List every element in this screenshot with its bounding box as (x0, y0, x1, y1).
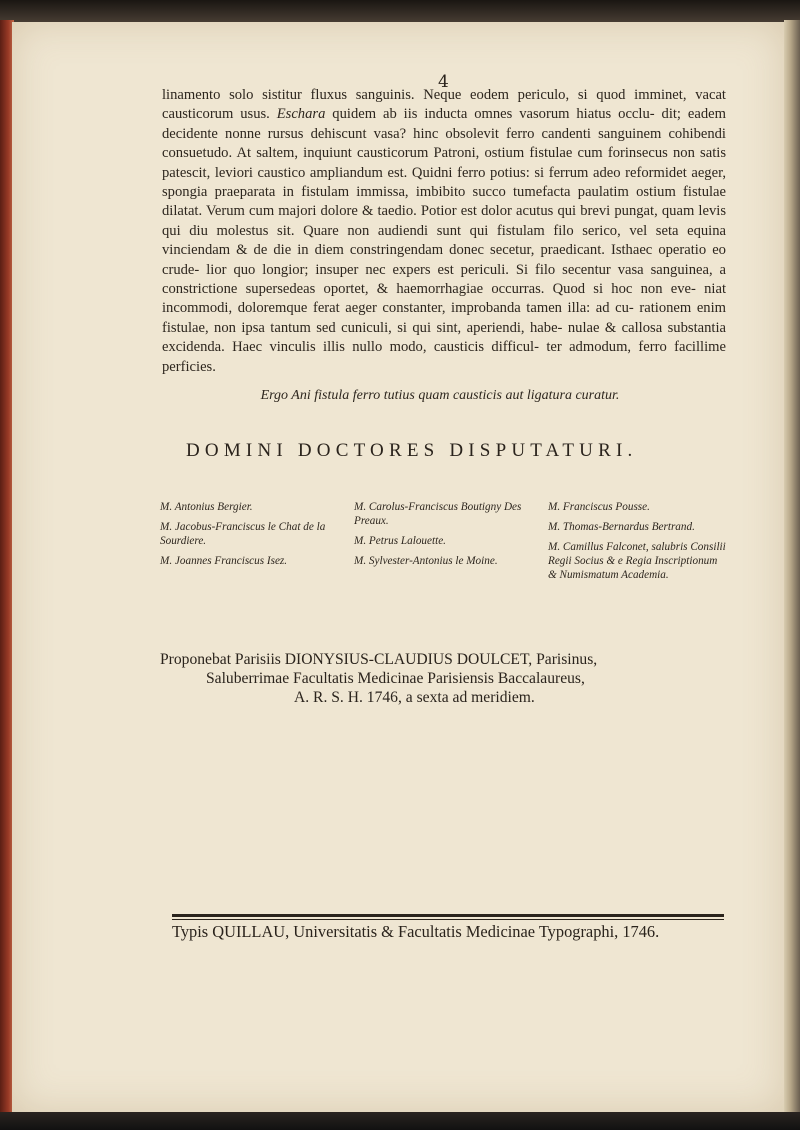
proponebat-line-1: Proponebat Parisiis DIONYSIUS-CLAUDIUS DOULCET, Parisinus, (160, 651, 598, 668)
proponebat-block (160, 650, 740, 707)
imprint-rule-thin (172, 919, 724, 920)
printer-imprint: Typis QUILLAU, Universitatis & Facultatis Medicinae Typographi, 1746. (172, 922, 660, 941)
thesis-conclusion: Ergo Ani fistula ferro tutius quam causticis aut ligatura curatur. (260, 388, 620, 403)
page-number: 4 (438, 72, 449, 92)
doctor-name: M. Carolus-Franciscus Boutigny Des Preaux. (354, 501, 522, 527)
top-edge (0, 0, 800, 24)
page-stack-edge (784, 20, 800, 1130)
proponebat-line-3: A. R. S. H. 1746, a sexta ad meridiem. (294, 689, 535, 706)
doctor-name: M. Franciscus Pousse. (548, 501, 650, 513)
doctor-name: M. Joannes Franciscus Isez. (160, 555, 288, 567)
doctor-name: M. Thomas-Bernardus Bertrand. (548, 521, 695, 533)
body-paragraph: linamento solo sistitur fluxus sanguinis. Neque eodem periculo, si quod imminet, vacat causticorum usus. Eschara quidem ab iis inducta omnes vasorum hiatus occlu- dit; eadem decidente nonne rursus dehiscunt vasa? hinc obsolevit ferro candenti sanguinem cohibendi consuetudo. At saltem, inquiunt causticorum Patroni, ostium fistulae cum forinsecus non satis patescit, leviori caustico ampliandum est. Quidni ferro potius: si ferrum adeo reformidet aeger, spongia praeparata in fistulam immissa, imbibito succo tumefacta paulatim ostium fistulae dilatat. Verum cum majori dolore & taedio. Potior est dolor acutus qui brevi pungat, quam levis qui diu molestus sit. Quare non audiendi sunt qui fistulam filo serico, vel seta equina vinciendam & de die in diem constringendam donec secetur, praedicant. Isthaec operatio eo crude- lior quo longior; insuper nec expers est periculi. Si filo secentur vasa sanguinea, a constrictione supersedeas oportet, & haemorrhagiae occurras. Quod si hoc non eve- niat incommodi, doloremque ferat aeger constanter, improbanda tamen illa: ad cu- rationem enim fistulae, non ipsa tantum sed cuniculi, si qui sint, aperiendi, habe- nulae & callosa substantia excidenda. Haec vinculis illis nullo modo, causticis difficul- ter admodum, ferro facillime perficies. (162, 87, 727, 375)
doctors-heading: DOMINI DOCTORES DISPUTATURI. (186, 440, 638, 461)
doctors-column-3 (548, 500, 728, 588)
doctor-name: M. Jacobus-Franciscus le Chat de la Sourdiere. (160, 521, 326, 547)
imprint-rule (172, 914, 724, 917)
doctor-name: M. Sylvester-Antonius le Moine. (354, 555, 498, 567)
doctors-column-1 (160, 500, 340, 574)
doctors-column-2 (354, 500, 539, 574)
proponebat-line-2: Saluberrimae Facultatis Medicinae Parisiensis Baccalaureus, (206, 670, 585, 687)
doctor-name: M. Antonius Bergier. (160, 501, 253, 513)
bottom-edge (0, 1112, 800, 1130)
doctor-name: M. Camillus Falconet, salubris Consilii Regii Socius & e Regia Inscriptionum & Numismatum Academia. (548, 541, 726, 581)
doctor-name: M. Petrus Lalouette. (354, 535, 446, 547)
